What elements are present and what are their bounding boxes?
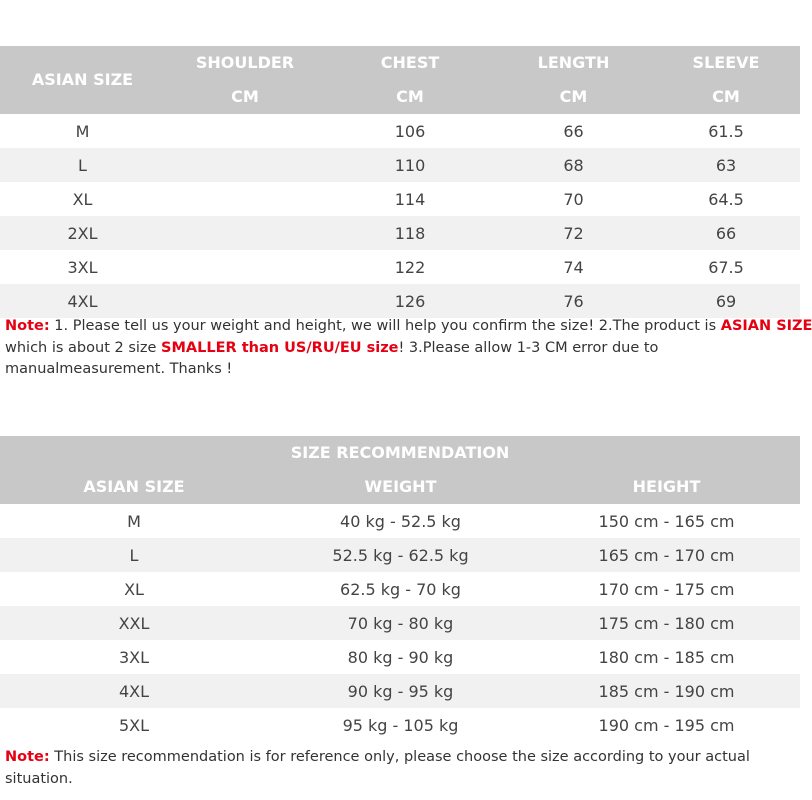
weight-cell: 80 kg - 90 kg	[347, 647, 454, 667]
sleeve-cell: 67.5	[708, 257, 744, 277]
height-cell: 165 cm - 170 cm	[598, 545, 735, 565]
sleeve-cell: 64.5	[708, 189, 744, 209]
recommendation-note-line-1	[5, 747, 800, 769]
recommendation-note	[5, 747, 800, 790]
chest-cell: 114	[394, 189, 426, 209]
length-cell: 66	[563, 121, 584, 141]
note-highlight: SMALLER than US/RU/EU size	[161, 339, 399, 356]
chest-cell: 106	[394, 121, 426, 141]
height-cell: 170 cm - 175 cm	[598, 579, 735, 599]
length-cell: 76	[563, 291, 584, 311]
length-cell: 72	[563, 223, 584, 243]
weight-cell: 90 kg - 95 kg	[347, 681, 454, 701]
header-asian-size: ASIAN SIZE	[83, 477, 185, 496]
table-row	[0, 674, 800, 708]
sleeve-cell: 69	[715, 291, 737, 311]
header-height: HEIGHT	[632, 477, 701, 496]
table-row	[0, 708, 800, 742]
size-cell: L	[78, 155, 87, 175]
table-row	[0, 504, 800, 538]
table-row	[0, 182, 800, 216]
note-text: which is about 2 size	[5, 339, 162, 356]
size-table-header	[0, 46, 800, 114]
table-row	[0, 216, 800, 250]
table-row	[0, 538, 800, 572]
header-length-label: LENGTH	[537, 53, 610, 72]
recommendation-column-headers	[0, 470, 800, 504]
header-sleeve	[652, 46, 800, 114]
size-cell: M	[127, 511, 141, 531]
weight-cell: 70 kg - 80 kg	[347, 613, 454, 633]
size-note-line-2	[5, 338, 800, 360]
size-cell: 3XL	[118, 647, 150, 667]
size-recommendation-table	[0, 436, 800, 742]
size-measurement-table	[0, 46, 800, 318]
table-row	[0, 640, 800, 674]
height-cell: 190 cm - 195 cm	[598, 715, 735, 735]
sleeve-cell: 61.5	[708, 121, 744, 141]
note-highlight: ASIAN SIZE	[720, 318, 812, 334]
size-cell: XL	[124, 579, 144, 599]
recommendation-title: SIZE RECOMMENDATION	[290, 443, 510, 462]
size-cell: 4XL	[67, 291, 98, 311]
size-note-line-3: manualmeasurement. Thanks !	[5, 361, 233, 377]
header-length	[495, 46, 652, 114]
header-weight: WEIGHT	[364, 477, 437, 496]
height-cell: 185 cm - 190 cm	[598, 681, 735, 701]
table-row	[0, 114, 800, 148]
note-label: Note:	[5, 749, 50, 765]
table-row	[0, 284, 800, 318]
height-cell: 180 cm - 185 cm	[598, 647, 735, 667]
note-label: Note:	[5, 318, 50, 334]
size-cell: M	[75, 121, 90, 141]
height-cell: 150 cm - 165 cm	[598, 511, 735, 531]
chest-cell: 122	[394, 257, 426, 277]
sleeve-cell: 63	[715, 155, 737, 175]
height-cell: 175 cm - 180 cm	[598, 613, 735, 633]
size-note	[5, 316, 812, 381]
size-cell: 2XL	[67, 223, 98, 243]
header-shoulder-unit: CM	[231, 87, 259, 106]
length-cell: 70	[563, 189, 584, 209]
weight-cell: 95 kg - 105 kg	[342, 715, 459, 735]
chest-cell: 126	[394, 291, 426, 311]
table-row	[0, 250, 800, 284]
size-cell: 4XL	[118, 681, 150, 701]
note-text: This size recommendation is for reference only, please choose the size according to your actual	[49, 749, 750, 765]
size-cell: 3XL	[67, 257, 98, 277]
length-cell: 68	[563, 155, 584, 175]
table-row	[0, 606, 800, 640]
header-shoulder-label: SHOULDER	[195, 53, 295, 72]
header-chest-label: CHEST	[380, 53, 440, 72]
header-asian-size: ASIAN SIZE	[31, 70, 134, 89]
table-row	[0, 572, 800, 606]
header-shoulder	[165, 46, 325, 114]
table-row	[0, 148, 800, 182]
weight-cell: 40 kg - 52.5 kg	[340, 511, 461, 531]
header-sleeve-unit: CM	[712, 87, 740, 106]
header-chest	[325, 46, 495, 114]
header-sleeve-label: SLEEVE	[692, 53, 760, 72]
recommendation-note-line-2: situation.	[5, 770, 73, 787]
sleeve-cell: 66	[715, 223, 737, 243]
header-chest-unit: CM	[396, 87, 424, 106]
note-text: 1. Please tell us your weight and height, we will help you confirm the size! 2.The product is	[49, 318, 721, 334]
weight-cell: 62.5 kg - 70 kg	[340, 579, 461, 599]
note-text: ! 3.Please allow 1-3 CM error due to	[398, 339, 659, 356]
length-cell: 74	[563, 257, 584, 277]
chest-cell: 118	[394, 223, 426, 243]
size-cell: XXL	[118, 613, 150, 633]
size-note-line-1	[5, 316, 812, 338]
header-length-unit: CM	[559, 87, 588, 106]
size-cell: 5XL	[118, 715, 150, 735]
weight-cell: 52.5 kg - 62.5 kg	[332, 545, 469, 565]
chest-cell: 110	[394, 155, 426, 175]
recommendation-table-header	[0, 436, 800, 504]
size-cell: L	[129, 545, 139, 565]
size-cell: XL	[72, 189, 93, 209]
